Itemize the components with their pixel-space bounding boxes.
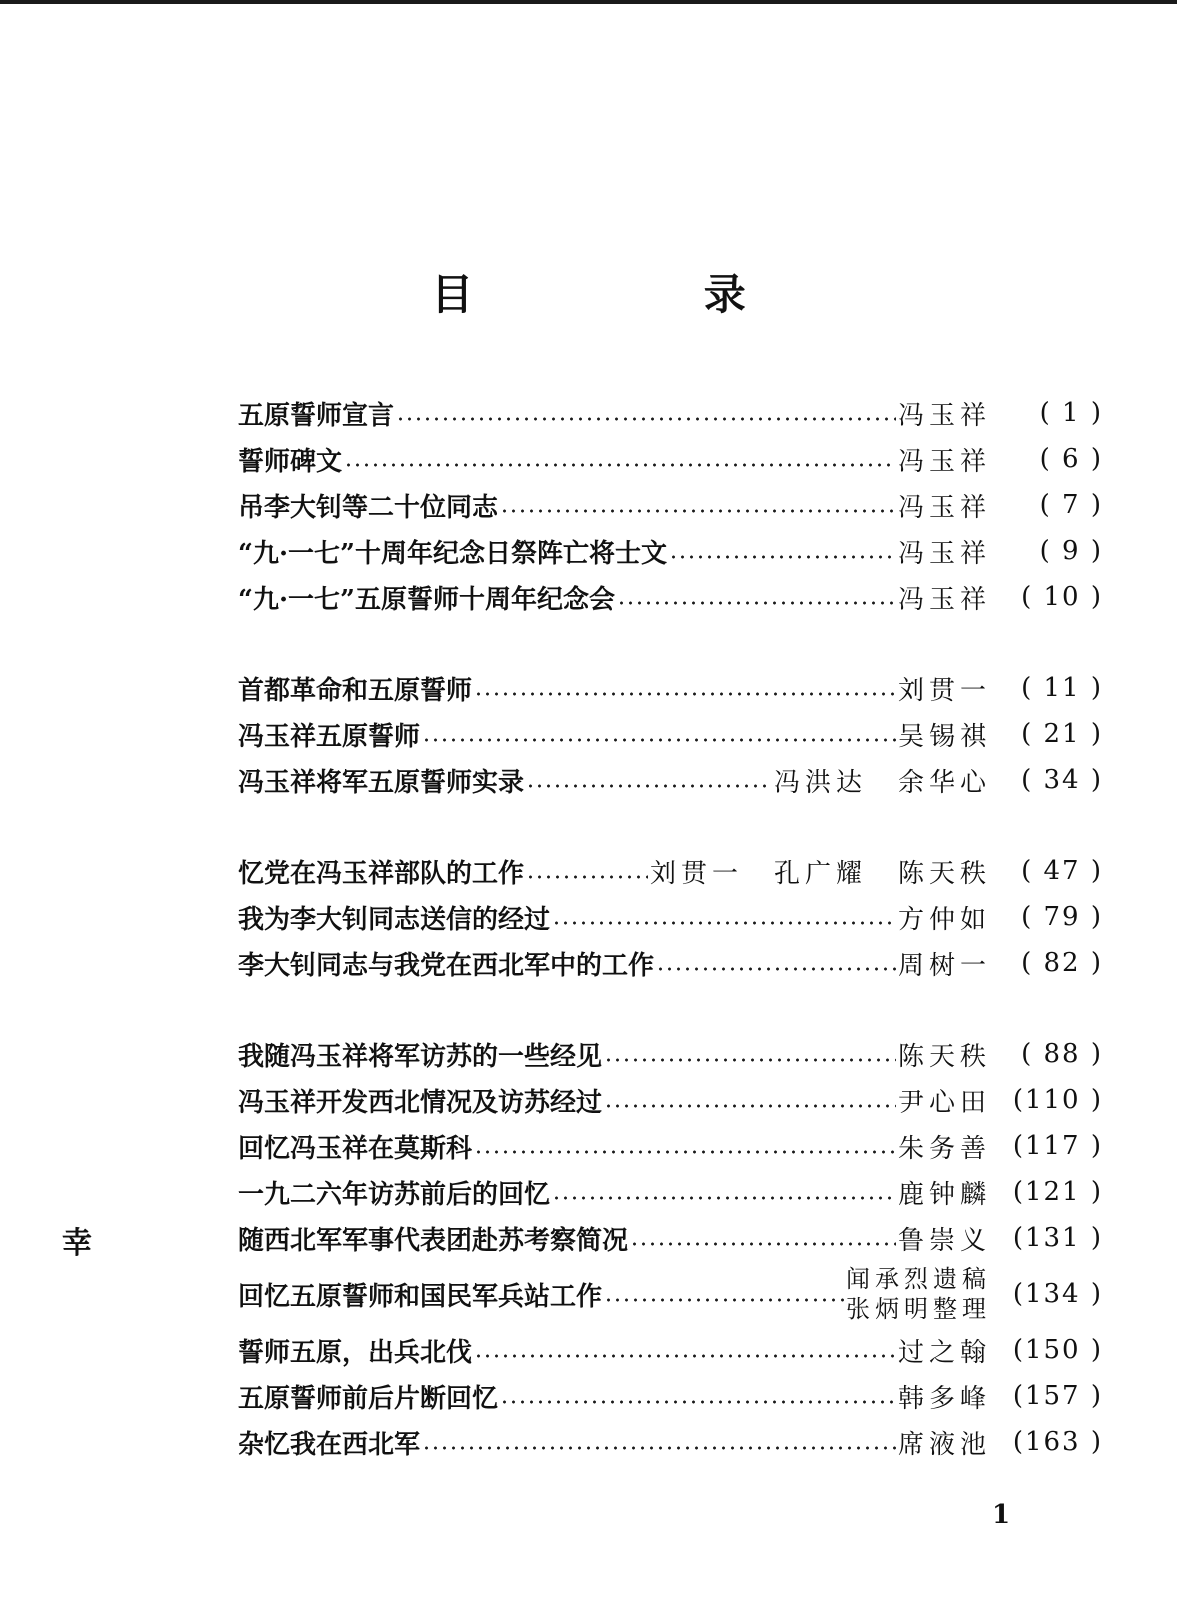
- entry-author: 朱务善: [897, 1133, 991, 1164]
- entry-author: 鲁崇义: [897, 1225, 991, 1256]
- entry-author: 陈天秩: [897, 1041, 991, 1072]
- entry-title: 五原誓师前后片断回忆: [238, 1383, 499, 1414]
- entry-page: ( 21 ): [1021, 719, 1103, 749]
- entry-page: ( 11 ): [1021, 673, 1103, 703]
- dot-leader: [656, 950, 896, 976]
- toc-entry[interactable]: [238, 390, 1103, 436]
- entry-page: ( 79 ): [1021, 902, 1103, 932]
- table-of-contents: [238, 390, 1103, 1510]
- entry-author: 冯玉祥: [897, 446, 991, 477]
- toc-entry[interactable]: [238, 1123, 1103, 1169]
- entry-author: 冯玉祥: [897, 584, 991, 615]
- entry-author-multiline: [846, 1264, 991, 1324]
- dot-leader: [526, 858, 648, 884]
- entry-title: 回忆五原誓师和国民军兵站工作: [238, 1281, 603, 1312]
- entry-author: 韩多峰: [897, 1383, 991, 1414]
- toc-entry[interactable]: [238, 1215, 1103, 1261]
- entry-title: 我为李大钊同志送信的经过: [238, 904, 551, 935]
- entry-title: 我随冯玉祥将军访苏的一些经见: [238, 1041, 603, 1072]
- entry-title: 吊李大钊等二十位同志: [238, 492, 499, 523]
- entry-page: ( 6 ): [1039, 444, 1103, 474]
- toc-entry[interactable]: [238, 1419, 1103, 1465]
- dot-leader: [604, 1087, 896, 1113]
- entry-title: “九·一七”五原誓师十周年纪念会: [238, 584, 615, 615]
- entry-author: 冯玉祥: [897, 492, 991, 523]
- entry-page: (121 ): [1012, 1177, 1103, 1207]
- entry-author: 冯洪达 余华心: [773, 767, 991, 798]
- dot-leader: [500, 492, 896, 518]
- entry-author: 过之翰: [897, 1337, 991, 1368]
- dot-leader: [630, 1225, 896, 1251]
- dot-leader: [474, 1133, 896, 1159]
- entry-title: 忆党在冯玉祥部队的工作: [238, 858, 525, 889]
- dot-leader: [604, 1281, 844, 1307]
- entry-page: (117 ): [1012, 1131, 1103, 1161]
- page-number: 1: [992, 1500, 1011, 1530]
- entry-page: ( 10 ): [1021, 582, 1103, 612]
- entry-page: (110 ): [1012, 1085, 1103, 1115]
- toc-entry[interactable]: [238, 711, 1103, 757]
- entry-title: 冯玉祥开发西北情况及访苏经过: [238, 1087, 603, 1118]
- dot-leader: [604, 1041, 896, 1067]
- entry-page: ( 1 ): [1039, 398, 1103, 428]
- entry-author: 方仲如: [897, 904, 991, 935]
- toc-entry[interactable]: [238, 482, 1103, 528]
- entry-author-line: 闻承烈遗稿: [846, 1265, 991, 1293]
- entry-title: 李大钊同志与我党在西北军中的工作: [238, 950, 655, 981]
- entry-page: ( 88 ): [1021, 1039, 1103, 1069]
- entry-title: 首都革命和五原誓师: [238, 675, 473, 706]
- entry-author: 刘贯一: [897, 675, 991, 706]
- toc-entry[interactable]: [238, 1327, 1103, 1373]
- dot-leader: [344, 446, 896, 472]
- toc-entry[interactable]: [238, 1373, 1103, 1419]
- dot-leader: [552, 904, 896, 930]
- entry-author: 冯玉祥: [897, 538, 991, 569]
- dot-leader: [617, 584, 896, 610]
- entry-author-line: 张炳明整理: [846, 1295, 991, 1323]
- entry-title: 随西北军军事代表团赴苏考察简况: [238, 1225, 629, 1256]
- entry-author: 席液池: [897, 1429, 991, 1460]
- entry-page: ( 34 ): [1021, 765, 1103, 795]
- entry-page: (134 ): [1012, 1279, 1103, 1309]
- entry-title: 回忆冯玉祥在莫斯科: [238, 1133, 473, 1164]
- dot-leader: [552, 1179, 896, 1205]
- toc-entry[interactable]: [238, 436, 1103, 482]
- page-title: 目 录: [431, 270, 854, 319]
- entry-title: “九·一七”十周年纪念日祭阵亡将士文: [238, 538, 667, 569]
- toc-group-4: [238, 1031, 1103, 1465]
- toc-entry[interactable]: [238, 1031, 1103, 1077]
- dot-leader: [396, 400, 896, 426]
- entry-title: 冯玉祥将军五原誓师实录: [238, 767, 525, 798]
- entry-title: 冯玉祥五原誓师: [238, 721, 421, 752]
- entry-author: 刘贯一 孔广耀 陈天秩: [649, 858, 991, 889]
- entry-page: (150 ): [1012, 1335, 1103, 1365]
- entry-title: 一九二六年访苏前后的回忆: [238, 1179, 551, 1210]
- entry-title: 杂忆我在西北军: [238, 1429, 421, 1460]
- toc-group-2: [238, 665, 1103, 803]
- entry-author: 尹心田: [897, 1087, 991, 1118]
- dot-leader: [669, 538, 896, 564]
- entry-title: 誓师五原，出兵北伐: [238, 1337, 473, 1368]
- entry-page: ( 7 ): [1039, 490, 1103, 520]
- entry-author: 鹿钟麟: [897, 1179, 991, 1210]
- top-border-line: [0, 0, 1177, 4]
- entry-page: ( 47 ): [1021, 856, 1103, 886]
- entry-page: ( 9 ): [1039, 536, 1103, 566]
- entry-author: 冯玉祥: [897, 400, 991, 431]
- toc-group-3: [238, 848, 1103, 986]
- dot-leader: [500, 1383, 896, 1409]
- toc-entry[interactable]: [238, 848, 1103, 894]
- entry-author: 周树一: [897, 950, 991, 981]
- toc-entry[interactable]: [238, 1077, 1103, 1123]
- entry-title: 誓师碑文: [238, 446, 343, 477]
- entry-page: (131 ): [1012, 1223, 1103, 1253]
- entry-page: (157 ): [1012, 1381, 1103, 1411]
- toc-entry[interactable]: [238, 757, 1103, 803]
- dot-leader: [474, 1337, 896, 1363]
- entry-author: 吴锡祺: [897, 721, 991, 752]
- toc-entry[interactable]: [238, 665, 1103, 711]
- toc-entry[interactable]: [238, 574, 1103, 620]
- entry-page: (163 ): [1012, 1427, 1103, 1457]
- dot-leader: [526, 767, 772, 793]
- toc-entry[interactable]: [238, 1261, 1103, 1327]
- entry-title: 五原誓师宣言: [238, 400, 395, 431]
- toc-entry[interactable]: [238, 1169, 1103, 1215]
- toc-entry[interactable]: [238, 528, 1103, 574]
- dot-leader: [474, 675, 896, 701]
- toc-entry[interactable]: [238, 894, 1103, 940]
- entry-page: ( 82 ): [1021, 948, 1103, 978]
- dot-leader: [422, 1429, 896, 1455]
- toc-entry[interactable]: [238, 940, 1103, 986]
- margin-mark: 幸: [62, 1226, 92, 1261]
- toc-group-1: [238, 390, 1103, 620]
- dot-leader: [422, 721, 896, 747]
